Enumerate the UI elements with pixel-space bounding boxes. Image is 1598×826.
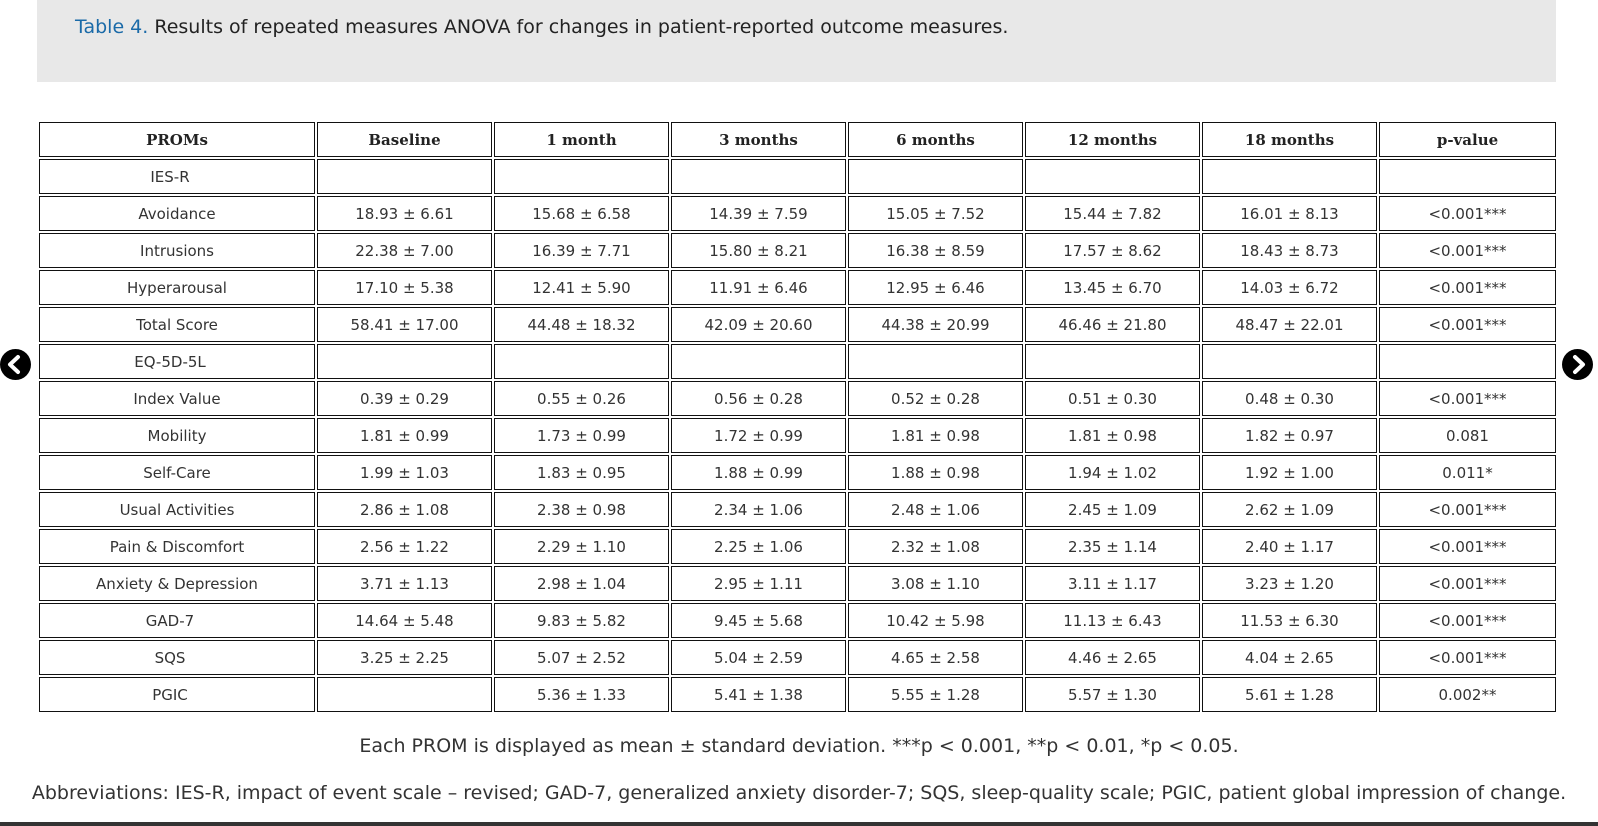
value-cell: 0.39 ± 0.29 xyxy=(317,381,492,416)
value-cell: 0.002** xyxy=(1379,677,1556,712)
caption-text: Results of repeated measures ANOVA for changes in patient-reported outcome measures. xyxy=(154,16,1009,38)
row-label-cell: EQ-5D-5L xyxy=(39,344,315,379)
header-cell: Baseline xyxy=(317,122,492,157)
header-cell: 1 month xyxy=(494,122,669,157)
value-cell: <0.001*** xyxy=(1379,233,1556,268)
value-cell: 0.55 ± 0.26 xyxy=(494,381,669,416)
value-cell xyxy=(1025,344,1200,379)
value-cell: <0.001*** xyxy=(1379,270,1556,305)
caption-label: Table 4. xyxy=(75,16,149,38)
value-cell: 3.25 ± 2.25 xyxy=(317,640,492,675)
value-cell: 2.35 ± 1.14 xyxy=(1025,529,1200,564)
value-cell: 44.38 ± 20.99 xyxy=(848,307,1023,342)
row-label-cell: Intrusions xyxy=(39,233,315,268)
value-cell: 1.88 ± 0.98 xyxy=(848,455,1023,490)
value-cell: 1.82 ± 0.97 xyxy=(1202,418,1377,453)
table-row xyxy=(39,381,1556,416)
value-cell: 4.65 ± 2.58 xyxy=(848,640,1023,675)
value-cell: <0.001*** xyxy=(1379,381,1556,416)
header-cell: p-value xyxy=(1379,122,1556,157)
value-cell: 9.45 ± 5.68 xyxy=(671,603,846,638)
table-row xyxy=(39,492,1556,527)
value-cell: 3.71 ± 1.13 xyxy=(317,566,492,601)
value-cell: 1.99 ± 1.03 xyxy=(317,455,492,490)
value-cell: <0.001*** xyxy=(1379,640,1556,675)
table-row xyxy=(39,418,1556,453)
table-row xyxy=(39,603,1556,638)
value-cell xyxy=(1025,159,1200,194)
value-cell xyxy=(671,344,846,379)
value-cell xyxy=(317,344,492,379)
value-cell: 1.72 ± 0.99 xyxy=(671,418,846,453)
value-cell xyxy=(848,159,1023,194)
table-header-row xyxy=(39,122,1556,157)
value-cell xyxy=(494,159,669,194)
value-cell: 2.45 ± 1.09 xyxy=(1025,492,1200,527)
value-cell xyxy=(848,344,1023,379)
row-label-cell: Pain & Discomfort xyxy=(39,529,315,564)
value-cell: 16.39 ± 7.71 xyxy=(494,233,669,268)
table-row xyxy=(39,529,1556,564)
value-cell: <0.001*** xyxy=(1379,196,1556,231)
value-cell: 2.62 ± 1.09 xyxy=(1202,492,1377,527)
value-cell: 0.51 ± 0.30 xyxy=(1025,381,1200,416)
value-cell: 1.81 ± 0.98 xyxy=(1025,418,1200,453)
table-row xyxy=(39,307,1556,342)
value-cell xyxy=(671,159,846,194)
value-cell: 12.95 ± 6.46 xyxy=(848,270,1023,305)
value-cell: 18.93 ± 6.61 xyxy=(317,196,492,231)
value-cell: 16.38 ± 8.59 xyxy=(848,233,1023,268)
value-cell: 14.03 ± 6.72 xyxy=(1202,270,1377,305)
header-cell: 6 months xyxy=(848,122,1023,157)
value-cell: 15.05 ± 7.52 xyxy=(848,196,1023,231)
value-cell: 1.88 ± 0.99 xyxy=(671,455,846,490)
table-row xyxy=(39,196,1556,231)
header-cell: 18 months xyxy=(1202,122,1377,157)
value-cell: 11.53 ± 6.30 xyxy=(1202,603,1377,638)
value-cell xyxy=(1202,159,1377,194)
results-table xyxy=(37,120,1558,714)
value-cell: 1.81 ± 0.99 xyxy=(317,418,492,453)
value-cell: 2.98 ± 1.04 xyxy=(494,566,669,601)
row-label-cell: Mobility xyxy=(39,418,315,453)
value-cell xyxy=(1379,344,1556,379)
value-cell: <0.001*** xyxy=(1379,529,1556,564)
value-cell: 5.07 ± 2.52 xyxy=(494,640,669,675)
table-body xyxy=(39,159,1556,712)
row-label-cell: Anxiety & Depression xyxy=(39,566,315,601)
value-cell xyxy=(317,159,492,194)
value-cell: 2.32 ± 1.08 xyxy=(848,529,1023,564)
value-cell: 1.81 ± 0.98 xyxy=(848,418,1023,453)
value-cell: 2.29 ± 1.10 xyxy=(494,529,669,564)
value-cell: 5.57 ± 1.30 xyxy=(1025,677,1200,712)
table-row xyxy=(39,233,1556,268)
header-cell: 12 months xyxy=(1025,122,1200,157)
value-cell: 2.56 ± 1.22 xyxy=(317,529,492,564)
value-cell: 15.68 ± 6.58 xyxy=(494,196,669,231)
value-cell xyxy=(317,677,492,712)
value-cell xyxy=(494,344,669,379)
value-cell: 5.41 ± 1.38 xyxy=(671,677,846,712)
value-cell: 9.83 ± 5.82 xyxy=(494,603,669,638)
value-cell: 15.80 ± 8.21 xyxy=(671,233,846,268)
value-cell: 48.47 ± 22.01 xyxy=(1202,307,1377,342)
value-cell: 22.38 ± 7.00 xyxy=(317,233,492,268)
value-cell: 2.48 ± 1.06 xyxy=(848,492,1023,527)
value-cell: 4.46 ± 2.65 xyxy=(1025,640,1200,675)
next-button[interactable] xyxy=(1562,349,1593,380)
table-caption xyxy=(75,16,1008,38)
row-label-cell: PGIC xyxy=(39,677,315,712)
footnote-statistics: Each PROM is displayed as mean ± standard deviation. ***p < 0.001, **p < 0.01, *p < 0.05. xyxy=(359,735,1239,757)
row-label-cell: GAD-7 xyxy=(39,603,315,638)
value-cell: 0.48 ± 0.30 xyxy=(1202,381,1377,416)
table-row xyxy=(39,344,1556,379)
value-cell: 17.10 ± 5.38 xyxy=(317,270,492,305)
value-cell: 3.08 ± 1.10 xyxy=(848,566,1023,601)
value-cell: 14.39 ± 7.59 xyxy=(671,196,846,231)
value-cell: 11.91 ± 6.46 xyxy=(671,270,846,305)
value-cell: 1.83 ± 0.95 xyxy=(494,455,669,490)
table-row xyxy=(39,566,1556,601)
value-cell: 4.04 ± 2.65 xyxy=(1202,640,1377,675)
previous-button[interactable] xyxy=(0,349,31,380)
value-cell: 11.13 ± 6.43 xyxy=(1025,603,1200,638)
value-cell: <0.001*** xyxy=(1379,492,1556,527)
chevron-left-icon xyxy=(0,349,31,380)
row-label-cell: SQS xyxy=(39,640,315,675)
value-cell: 12.41 ± 5.90 xyxy=(494,270,669,305)
value-cell xyxy=(1202,344,1377,379)
table-row xyxy=(39,159,1556,194)
value-cell: 46.46 ± 21.80 xyxy=(1025,307,1200,342)
value-cell: 2.38 ± 0.98 xyxy=(494,492,669,527)
value-cell: 5.04 ± 2.59 xyxy=(671,640,846,675)
row-label-cell: Usual Activities xyxy=(39,492,315,527)
value-cell: 0.081 xyxy=(1379,418,1556,453)
value-cell: 5.61 ± 1.28 xyxy=(1202,677,1377,712)
value-cell: 1.94 ± 1.02 xyxy=(1025,455,1200,490)
value-cell: 18.43 ± 8.73 xyxy=(1202,233,1377,268)
table-row xyxy=(39,455,1556,490)
table-row xyxy=(39,270,1556,305)
results-table-wrapper xyxy=(37,120,1556,714)
row-label-cell: Index Value xyxy=(39,381,315,416)
value-cell: 2.95 ± 1.11 xyxy=(671,566,846,601)
value-cell: 10.42 ± 5.98 xyxy=(848,603,1023,638)
row-label-cell: Self-Care xyxy=(39,455,315,490)
value-cell xyxy=(1379,159,1556,194)
value-cell: <0.001*** xyxy=(1379,566,1556,601)
row-label-cell: Avoidance xyxy=(39,196,315,231)
value-cell: 16.01 ± 8.13 xyxy=(1202,196,1377,231)
value-cell: 1.73 ± 0.99 xyxy=(494,418,669,453)
value-cell: <0.001*** xyxy=(1379,307,1556,342)
value-cell: <0.001*** xyxy=(1379,603,1556,638)
value-cell: 2.25 ± 1.06 xyxy=(671,529,846,564)
row-label-cell: IES-R xyxy=(39,159,315,194)
bottom-divider xyxy=(0,822,1598,826)
footnote-abbreviations: Abbreviations: IES-R, impact of event scale – revised; GAD-7, generalized anxiety disorder-7; SQS, sleep-quality scale; PGIC, patient global impression of change. xyxy=(31,782,1567,804)
header-cell: 3 months xyxy=(671,122,846,157)
value-cell: 15.44 ± 7.82 xyxy=(1025,196,1200,231)
value-cell: 42.09 ± 20.60 xyxy=(671,307,846,342)
header-cell: PROMs xyxy=(39,122,315,157)
caption-box xyxy=(37,0,1556,82)
value-cell: 3.11 ± 1.17 xyxy=(1025,566,1200,601)
row-label-cell: Hyperarousal xyxy=(39,270,315,305)
chevron-right-icon xyxy=(1562,349,1593,380)
value-cell: 0.52 ± 0.28 xyxy=(848,381,1023,416)
row-label-cell: Total Score xyxy=(39,307,315,342)
value-cell: 2.86 ± 1.08 xyxy=(317,492,492,527)
value-cell: 17.57 ± 8.62 xyxy=(1025,233,1200,268)
value-cell: 13.45 ± 6.70 xyxy=(1025,270,1200,305)
value-cell: 2.34 ± 1.06 xyxy=(671,492,846,527)
value-cell: 0.56 ± 0.28 xyxy=(671,381,846,416)
value-cell: 14.64 ± 5.48 xyxy=(317,603,492,638)
value-cell: 5.55 ± 1.28 xyxy=(848,677,1023,712)
table-row xyxy=(39,640,1556,675)
value-cell: 3.23 ± 1.20 xyxy=(1202,566,1377,601)
value-cell: 44.48 ± 18.32 xyxy=(494,307,669,342)
value-cell: 0.011* xyxy=(1379,455,1556,490)
value-cell: 2.40 ± 1.17 xyxy=(1202,529,1377,564)
value-cell: 1.92 ± 1.00 xyxy=(1202,455,1377,490)
table-row xyxy=(39,677,1556,712)
value-cell: 5.36 ± 1.33 xyxy=(494,677,669,712)
value-cell: 58.41 ± 17.00 xyxy=(317,307,492,342)
